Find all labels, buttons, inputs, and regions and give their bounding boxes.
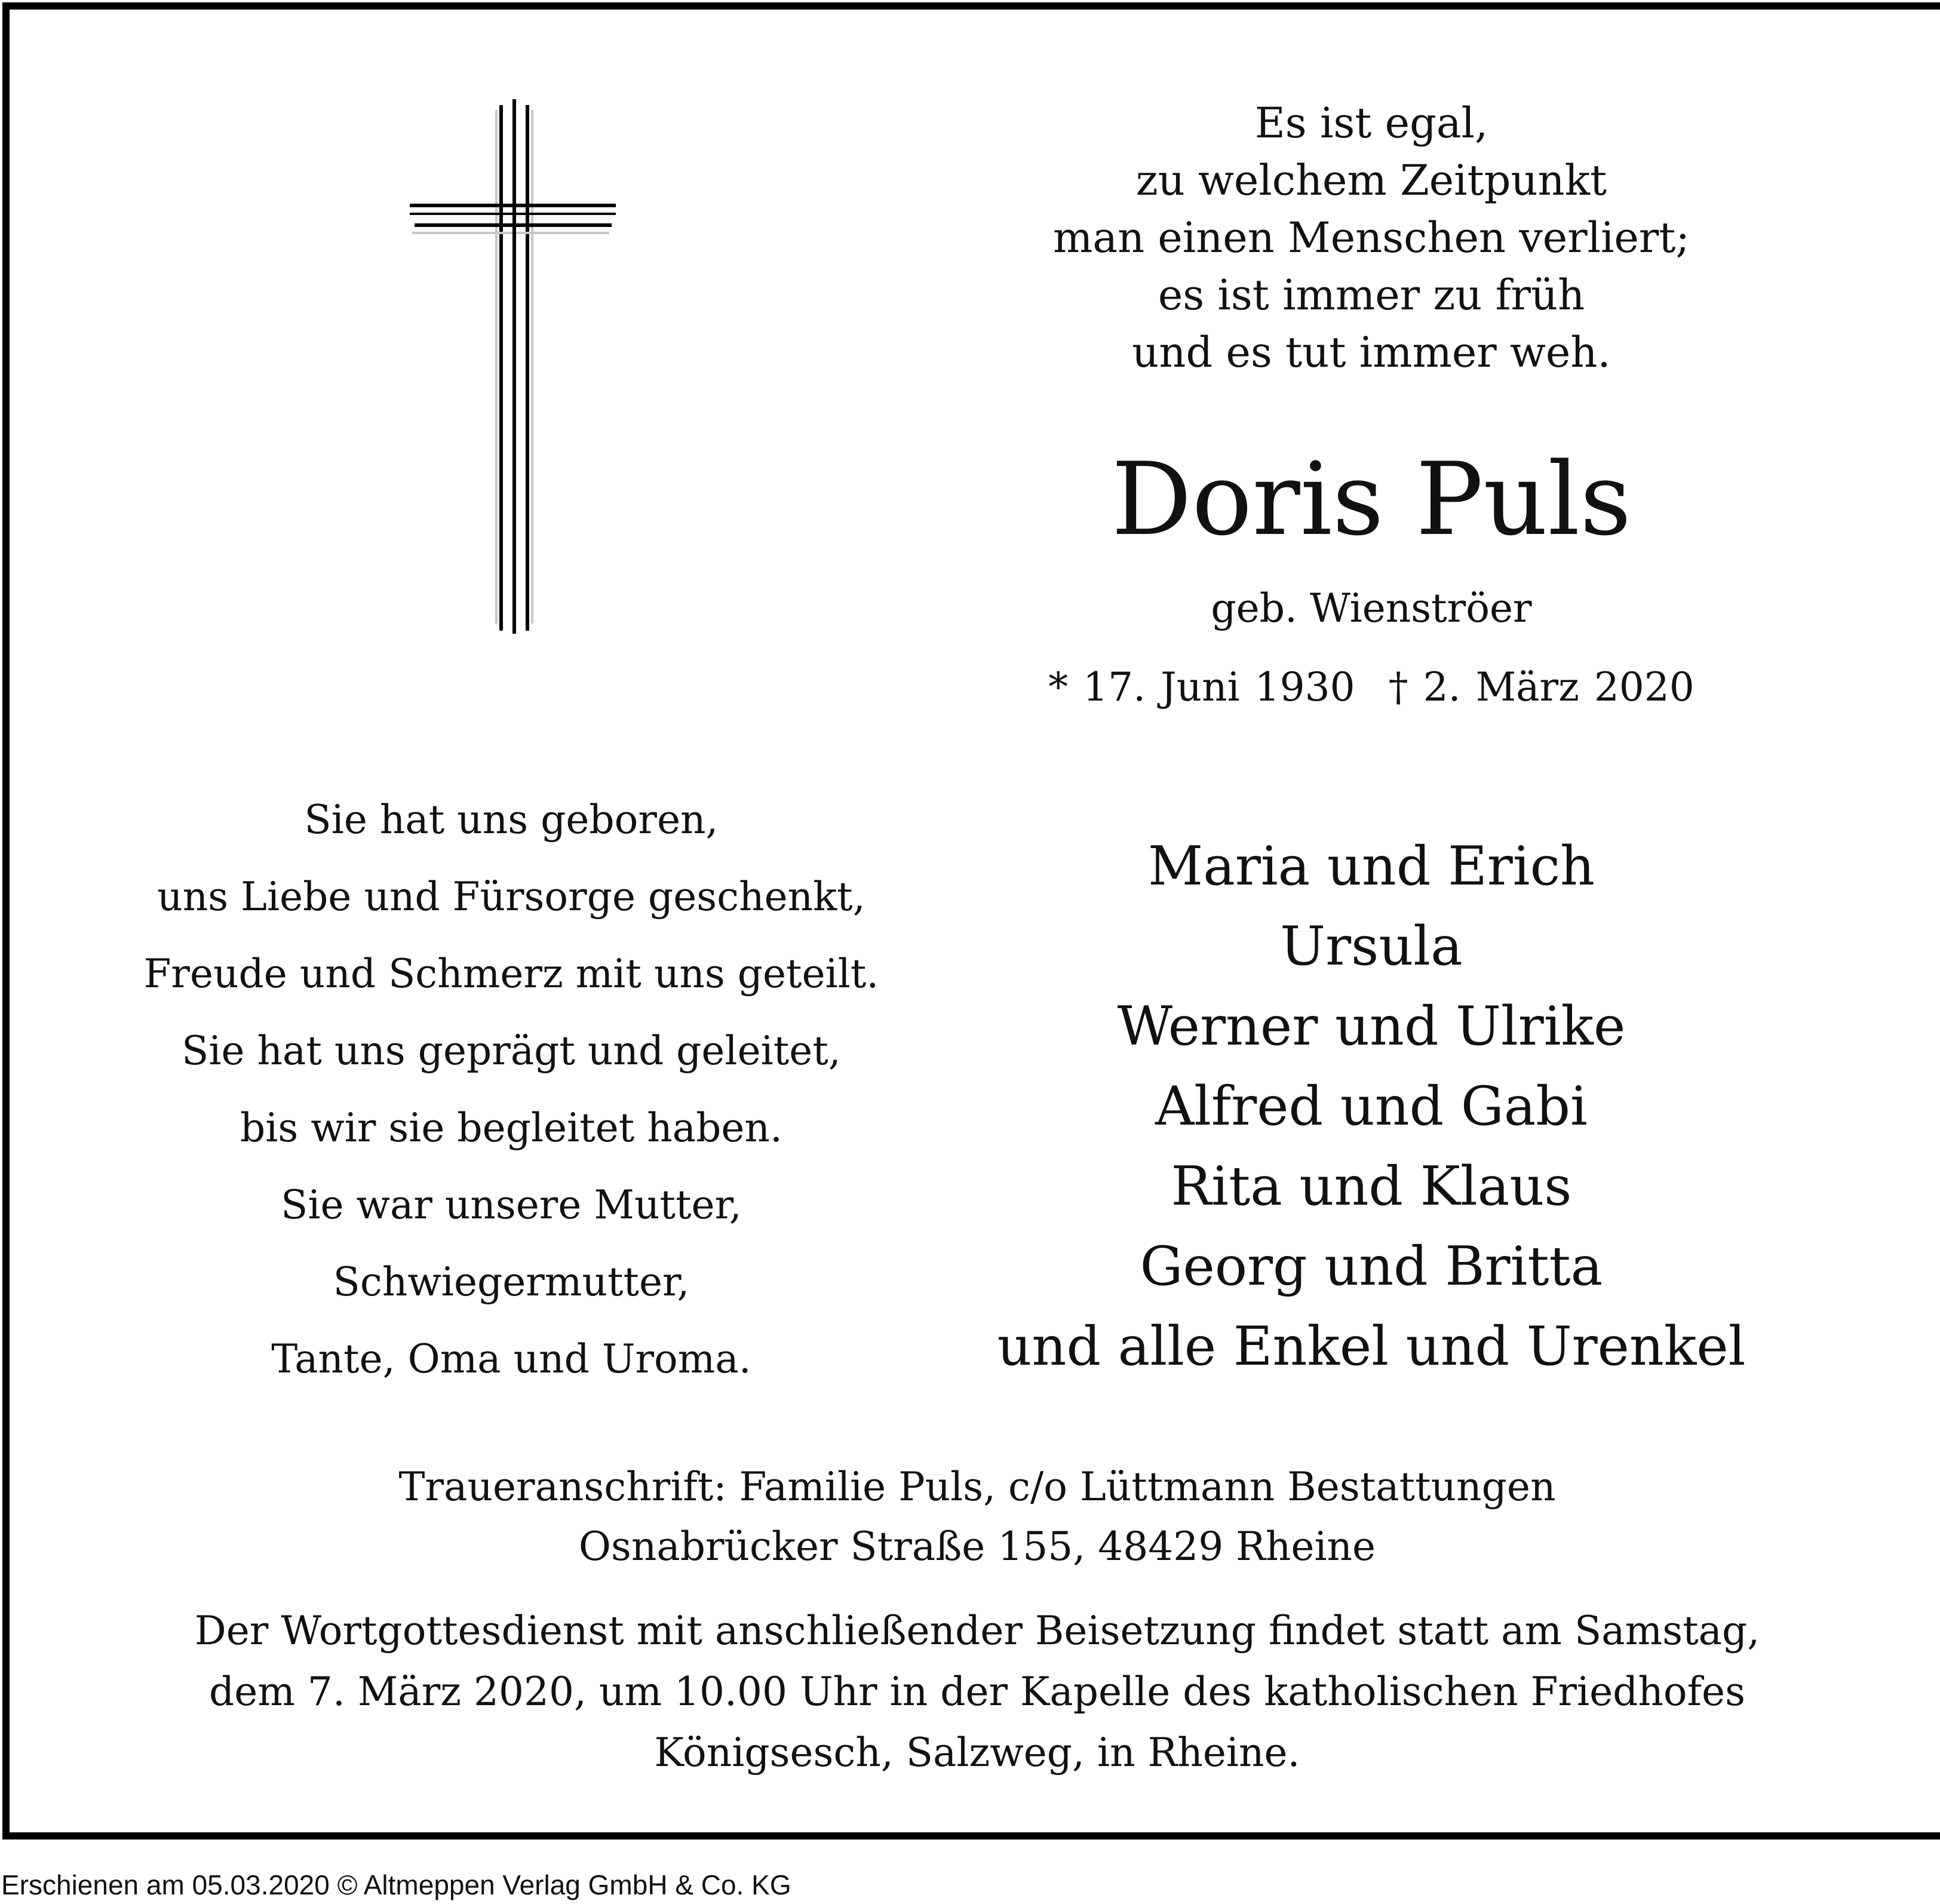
family-member: Alfred und Gabi [1155, 1075, 1588, 1138]
obituary-frame [2, 2, 1940, 1839]
service-info [93, 1601, 1861, 1783]
publication-footer: Erschienen am 05.03.2020 © Altmeppen Verlag GmbH & Co. KG [1, 1869, 791, 1900]
family-member: Rita und Klaus [1171, 1155, 1572, 1218]
life-dates [1013, 661, 1730, 714]
family-member: und alle Enkel und Urenkel [997, 1315, 1746, 1378]
quote-line: und es tut immer weh. [1132, 328, 1611, 377]
service-line: Königsesch, Salzweg, in Rheine. [654, 1730, 1300, 1776]
quote-line: Es ist egal, [1254, 99, 1488, 148]
cross-icon [410, 99, 616, 634]
quote-line: man einen Menschen verliert; [1052, 213, 1690, 262]
deceased-name: Doris Puls [1111, 441, 1632, 558]
address-line: Traueranschrift: Familie Puls, c/o Lüttmann Bestattungen [398, 1464, 1556, 1510]
quote-line: zu welchem Zeitpunkt [1135, 156, 1607, 205]
service-line: Der Wortgottesdienst mit anschließender Beisetzung findet statt am Samstag, [194, 1608, 1760, 1654]
poem-line: bis wir sie begleitet haben. [240, 1105, 782, 1151]
poem-line: Freude und Schmerz mit uns geteilt. [143, 951, 879, 997]
poem-line: Schwiegermutter, [333, 1259, 690, 1305]
family-member: Maria und Erich [1148, 835, 1595, 898]
family-member: Ursula [1280, 915, 1463, 978]
quote-block [1013, 94, 1730, 381]
family-list [941, 827, 1801, 1387]
poem-line: uns Liebe und Fürsorge geschenkt, [157, 874, 865, 920]
death-date: † 2. März 2020 [1388, 664, 1695, 710]
birth-date: * 17. Juni 1930 [1048, 664, 1355, 710]
birth-name: geb. Wienströer [1211, 585, 1532, 631]
mourning-address [93, 1457, 1861, 1577]
address-line: Osnabrücker Straße 155, 48429 Rheine [578, 1524, 1376, 1570]
poem-line: Sie hat uns geboren, [304, 797, 719, 843]
family-member: Werner und Ulrike [1117, 995, 1626, 1058]
quote-line: es ist immer zu früh [1158, 271, 1585, 320]
poem-block [93, 781, 929, 1398]
poem-line: Tante, Oma und Uroma. [271, 1336, 751, 1382]
service-line: dem 7. März 2020, um 10.00 Uhr in der Kapelle des katholischen Friedhofes [208, 1669, 1745, 1715]
family-member: Georg und Britta [1140, 1235, 1603, 1298]
poem-line: Sie war unsere Mutter, [281, 1182, 742, 1228]
poem-line: Sie hat uns geprägt und geleitet, [182, 1028, 841, 1074]
